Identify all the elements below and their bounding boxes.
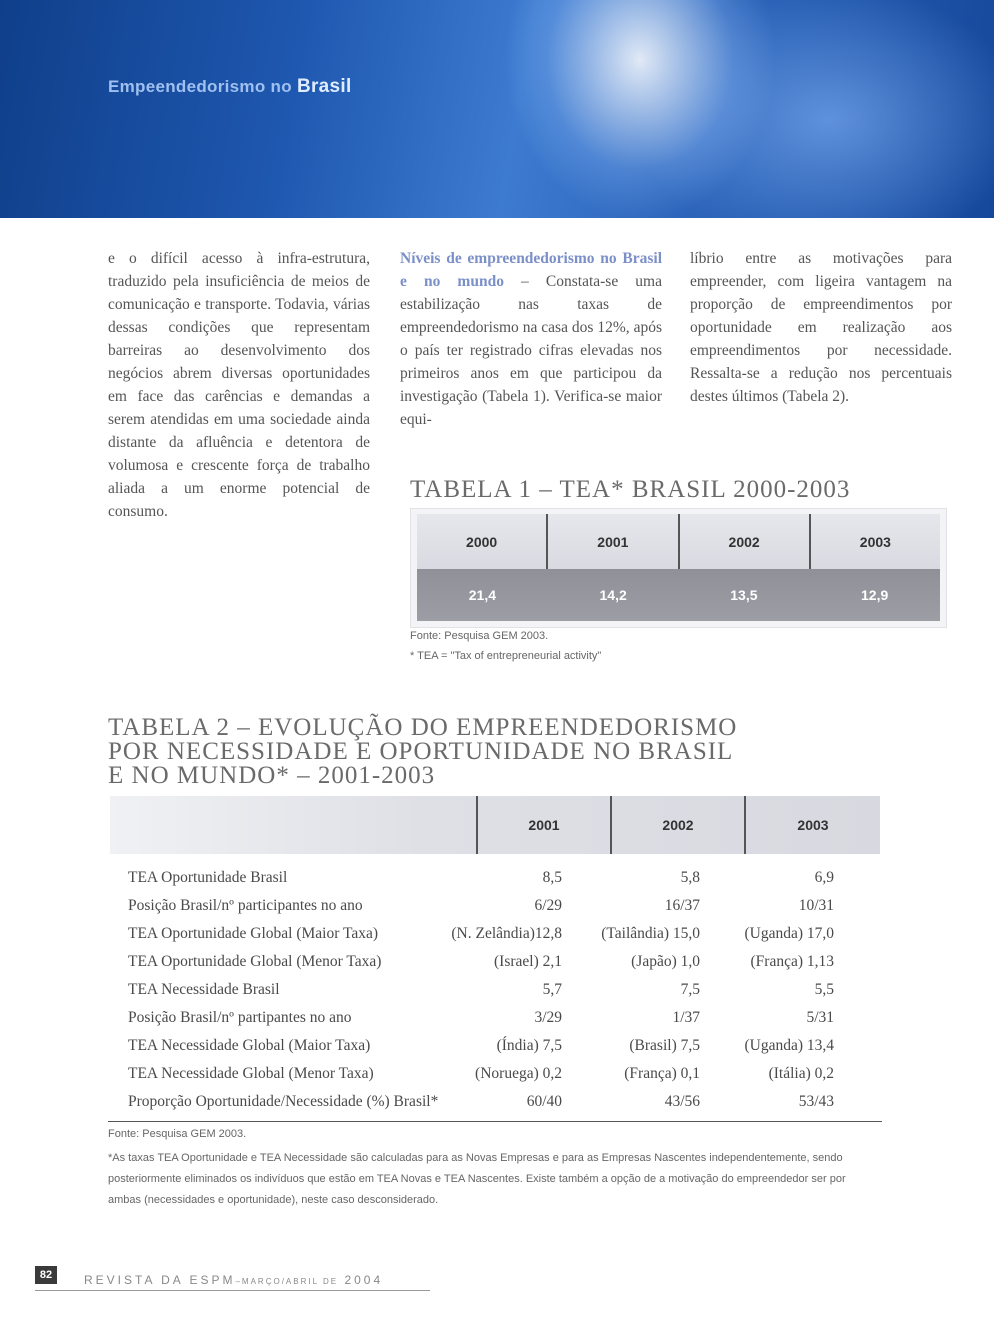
table-2-title-line-2: POR NECESSIDADE E OPORTUNIDADE NO BRASIL — [108, 738, 734, 765]
table-2-cell-2003: 6,9 — [814, 869, 834, 886]
text-column-2 — [400, 247, 662, 431]
table-row — [128, 864, 840, 892]
table-2-row-label: TEA Necessidade Global (Menor Taxa) — [128, 1065, 374, 1082]
table-1-footnote: * TEA = "Tax of entrepreneurial activity" — [410, 650, 602, 662]
table-2-cell-2002: (Tailândia) 15,0 — [601, 925, 700, 942]
table-1-value-2002: 13,5 — [730, 587, 758, 603]
section-title-prefix: Empeendedorismo no — [108, 77, 292, 96]
table-2-cell-2002: (Brasil) 7,5 — [629, 1037, 700, 1054]
table-1-source: Fonte: Pesquisa GEM 2003. — [410, 630, 549, 642]
table-1-value-2001: 14,2 — [599, 587, 627, 603]
table-2-title-line-1: TABELA 2 – EVOLUÇÃO DO EMPREENDEDORISMO — [108, 714, 738, 741]
table-2-title — [108, 716, 828, 788]
table-2-cell-2003: (Uganda) 17,0 — [744, 925, 834, 942]
table-2-cell-2002: 7,5 — [680, 981, 700, 998]
table-2-cell-2001: 8,5 — [542, 869, 562, 886]
table-2-cell-2002: 43/56 — [664, 1093, 700, 1110]
table-2-cell-2003: (Uganda) 13,4 — [744, 1037, 834, 1054]
table-1-year-2000: 2000 — [417, 514, 548, 569]
column-2-subhead: Níveis de empreendedorismo no Brasil e no mundo — [400, 250, 662, 290]
table-1-year-2003: 2003 — [859, 533, 891, 550]
column-3-text: líbrio entre as motivações para empreender, com ligeira vantagem na proporção de empreendimentos por oportunidade em realização aos empreendimentos por necessidade. Ressalta-se a redução nos percentuais destes últimos (Tabela 2). — [690, 250, 952, 405]
table-1-value-row — [417, 569, 940, 621]
table-2-cell-2002: (Japão) 1,0 — [631, 953, 700, 970]
table-2-cell-2001: (N. Zelândia)12,8 — [451, 925, 562, 942]
table-row — [128, 976, 840, 1004]
text-column-1 — [108, 247, 370, 523]
table-2-cell-2001: (Índia) 7,5 — [496, 1037, 562, 1054]
magazine-year: 2004 — [344, 1273, 384, 1287]
table-2-row-label: TEA Oportunidade Global (Menor Taxa) — [128, 953, 382, 970]
table-2-cell-2003: 5,5 — [814, 981, 834, 998]
table-1 — [410, 508, 947, 628]
magazine-name: REVISTA DA ESPM — [84, 1273, 236, 1287]
footer-rule — [35, 1290, 430, 1291]
table-1-title: TABELA 1 – TEA* BRASIL 2000-2003 — [410, 476, 851, 503]
table-1-header-row — [417, 514, 940, 569]
table-1-value-2000: 21,4 — [468, 587, 496, 603]
table-row — [128, 1004, 840, 1032]
table-2-title-line-3: E NO MUNDO* – 2001-2003 — [108, 762, 436, 789]
table-2-row-label: Proporção Oportunidade/Necessidade (%) Brasil* — [128, 1093, 439, 1110]
header-banner — [0, 0, 994, 218]
table-2-row-label: TEA Necessidade Brasil — [128, 981, 280, 998]
table-2-body — [128, 864, 840, 1116]
table-2-year-2001: 2001 — [476, 796, 610, 854]
table-2-row-label: TEA Oportunidade Global (Maior Taxa) — [128, 925, 379, 942]
section-title — [108, 76, 352, 98]
table-2-cell-2002: (França) 0,1 — [624, 1065, 700, 1082]
table-2-cell-2001: (Israel) 2,1 — [494, 953, 562, 970]
table-row — [128, 1060, 840, 1088]
table-row — [128, 920, 840, 948]
table-row — [128, 1088, 840, 1116]
column-2-text: – Constata-se uma estabilização nas taxas de empreendedorismo na casa dos 12%, após o país ter registrado cifras elevadas nos primeiros anos em que participou da investigação (Tabela 1). Verifica-se maior equi- — [400, 273, 662, 428]
table-2-cell-2003: 5/31 — [806, 1009, 834, 1026]
table-2-cell-2001: 3/29 — [534, 1009, 562, 1026]
table-2-row-label: TEA Oportunidade Brasil — [128, 869, 288, 886]
table-2-bottom-rule — [108, 1121, 882, 1122]
table-2-cell-2003: (Itália) 0,2 — [768, 1065, 834, 1082]
table-2-year-2002: 2002 — [610, 796, 744, 854]
magazine-footer — [84, 1273, 383, 1287]
table-2-source: Fonte: Pesquisa GEM 2003. — [108, 1128, 247, 1140]
table-2-cell-2001: 5,7 — [542, 981, 562, 998]
table-2-year-2003: 2003 — [744, 796, 880, 854]
table-2-row-label: Posição Brasil/nº partipantes no ano — [128, 1009, 352, 1026]
table-1-year-2001: 2001 — [548, 514, 679, 569]
table-2-cell-2003: 53/43 — [798, 1093, 834, 1110]
text-column-3 — [690, 247, 952, 408]
table-2-cell-2002: 1/37 — [672, 1009, 700, 1026]
table-2-row-label: TEA Necessidade Global (Maior Taxa) — [128, 1037, 371, 1054]
table-2-cell-2002: 16/37 — [664, 897, 700, 914]
table-row — [128, 1032, 840, 1060]
magazine-issue: –MARÇO/ABRIL DE — [235, 1277, 339, 1286]
table-1-value-2003: 12,9 — [861, 587, 889, 603]
page-number: 82 — [35, 1266, 57, 1284]
table-2-cell-2003: (França) 1,13 — [750, 953, 834, 970]
table-2-cell-2001: (Noruega) 0,2 — [475, 1065, 562, 1082]
table-2-row-label: Posição Brasil/nº participantes no ano — [128, 897, 363, 914]
table-2-footnote: *As taxas TEA Oportunidade e TEA Necessidade são calculadas para as Novas Empresas e para as Empresas Nascentes independentemente, sendo posteriormente eliminados os indivíduos que estão em TEA Novas e TEA Nascentes. Existe também a opção de a motivação do empreendedor ser por ambas (necessidades e oportunidade), neste caso desconsiderado. — [108, 1152, 846, 1206]
table-row — [128, 892, 840, 920]
table-2-cell-2001: 60/40 — [526, 1093, 562, 1110]
table-2-cell-2002: 5,8 — [680, 869, 700, 886]
column-1-text: e o difícil acesso à infra-estrutura, traduzido pela insuficiência de meios de comunicação e transporte. Todavia, várias dessas condições que representam barreiras ao desenvolvimento dos negócios abrem diversas oportunidades em face das carências e demandas a serem atendidas em uma sociedade ainda distante da afluência e detentora de volumosa e crescente força de trabalho aliada a um enorme potencial de consumo. — [108, 250, 370, 520]
table-2-header — [110, 796, 880, 854]
section-title-strong: Brasil — [296, 76, 352, 97]
table-2-cell-2003: 10/31 — [798, 897, 834, 914]
table-row — [128, 948, 840, 976]
table-1-year-2002: 2002 — [680, 514, 811, 569]
table-2-cell-2001: 6/29 — [534, 897, 562, 914]
